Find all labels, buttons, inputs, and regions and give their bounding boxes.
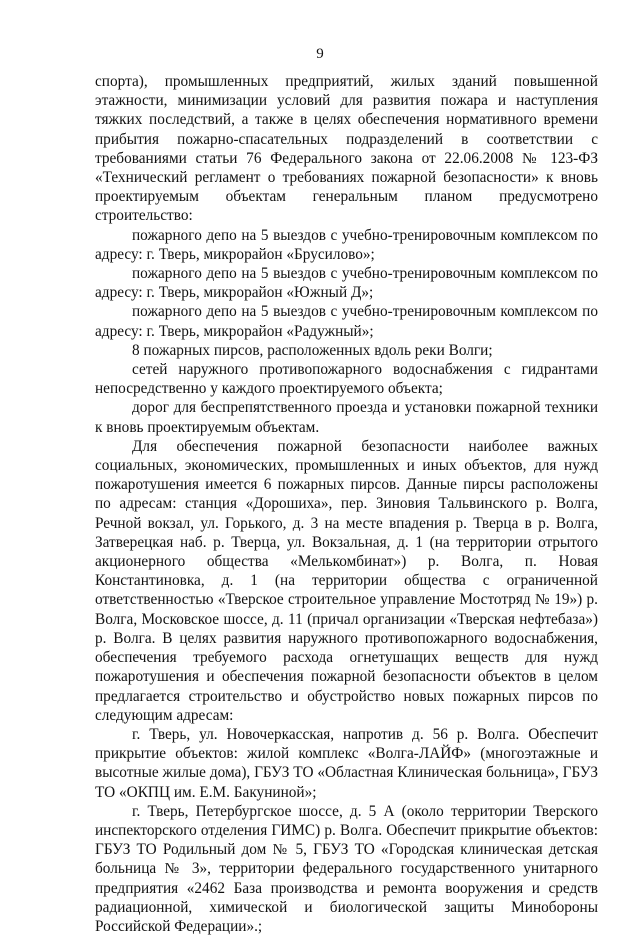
paragraph: 8 пожарных пирсов, расположенных вдоль реки Волги; (132, 341, 493, 359)
paragraph: дорог для беспрепятственного проезда и установки пожарной техники к вновь проектируемым объектам. (95, 399, 598, 436)
paragraph: спорта), промышленных предприятий, жилых зданий повышенной этажности, минимизации условий для развития пожара и наступления тяжких последствий, а также в целях обеспечения нормативного времени прибытия пожарно-спасательных подразделений в соответствии с требованиями статьи 76 Федерального закона от 22.06.2008 № 123-ФЗ «Технический регламент о требованиях пожарной безопасности» к вновь проектируемым объектам генеральным планом предусмотрено строительство: (95, 73, 598, 225)
paragraph: Для обеспечения пожарной безопасности наиболее важных социальных, экономических, промышленных и иных объектов, для нужд пожаротушения имеется 6 пожарных пирсов. Данные пирсы расположены по адресам: станция «Дорошиха», пер. Зиновия Тальвинского р. Волга, Речной вокзал, ул. Горького, д. 3 на месте впадения р. Тверца в р. Волга, Затверецкая наб. р. Тверца, ул. Вокзальная, д. 1 (на территории отрытого акционерного общества «Мелькомбинат») р. Волга, п. Новая Константиновка, д. 1 (на территории общества с ограниченной ответственностью «Тверское строительное управление Мостотряд № 19») р. Волга, Московское шоссе, д. 11 (причал организации «Тверская нефтебаза») р. Волга. В целях развития наружного противопожарного водоснабжения, обеспечения требуемого расхода огнетушащих веществ для нужд пожаротушения и обеспечения пожарной безопасности объектов в целом предлагается строительство и обустройство новых пожарных пирсов по следующим адресам: (95, 437, 598, 724)
paragraph: г. Тверь, ул. Новочеркасская, напротив д. 56 р. Волга. Обеспечит прикрытие объектов: жилой комплекс «Волга-ЛАЙФ» (многоэтажные и высотные жилые дома), ГБУЗ ТО «Областная Клиническая больница», ГБУЗ ТО «ОКПЦ им. Е.М. Бакуниной»; (95, 725, 598, 801)
paragraph: г. Тверь, Петербургское шоссе, д. 5 А (около территории Тверского инспекторского отделения ГИМС) р. Волга. Обеспечит прикрытие объектов: ГБУЗ ТО Родильный дом № 5, ГБУЗ ТО «Городская клиническая детская больница № 3», территории федерального государственного унитарного предприятия «2462 База производства и ремонта вооружения и средств радиационной, химической и биологической защиты Минобороны Российской Федерации».; (95, 802, 598, 935)
document-body (95, 72, 598, 936)
paragraph: пожарного депо на 5 выездов с учебно-тренировочным комплексом по адресу: г. Тверь, микрорайон «Брусилово»; (95, 226, 598, 263)
paragraph: сетей наружного противопожарного водоснабжения с гидрантами непосредственно у каждого проектируемого объекта; (95, 361, 598, 398)
page-number: 9 (316, 46, 324, 62)
paragraph: пожарного депо на 5 выездов с учебно-тренировочным комплексом по адресу: г. Тверь, микрорайон «Южный Д»; (95, 265, 598, 302)
paragraph: пожарного депо на 5 выездов с учебно-тренировочным комплексом по адресу: г. Тверь, микрорайон «Радужный»; (95, 303, 598, 340)
